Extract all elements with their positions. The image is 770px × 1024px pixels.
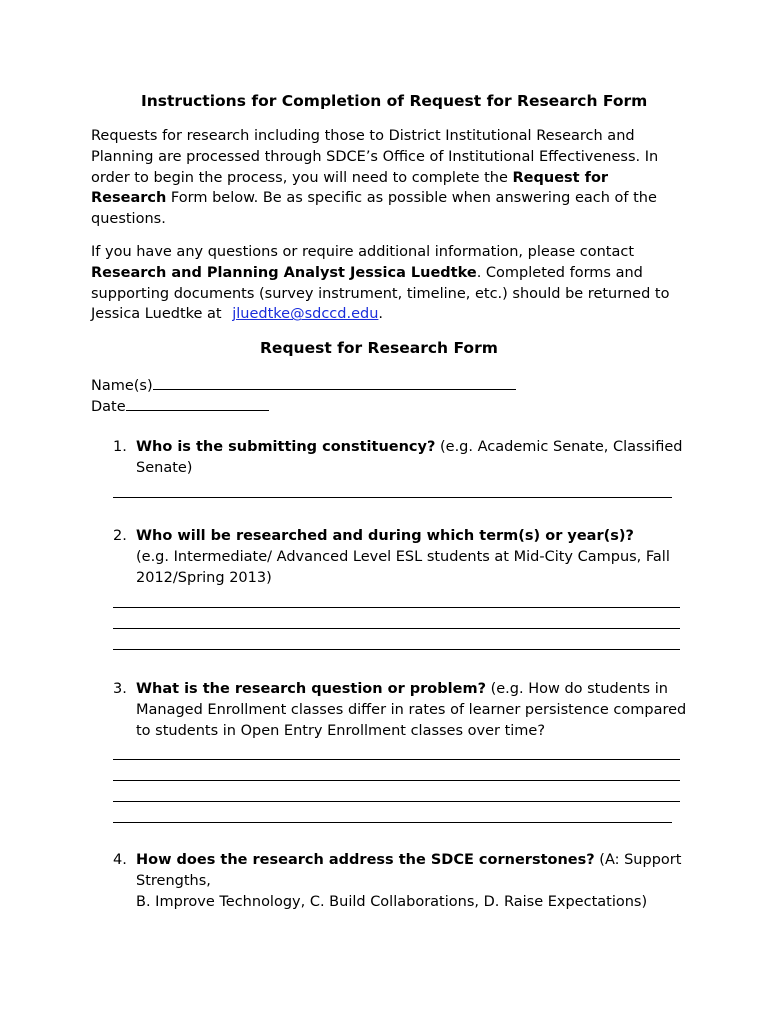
name-field	[91, 374, 516, 396]
paragraph-bold-text: Request for Research	[91, 169, 609, 207]
answer-line-3b[interactable]	[113, 780, 680, 781]
question-number: 3.	[113, 681, 127, 697]
instructions-title: Instructions for Completion of Request for Research Form	[141, 92, 648, 110]
date-input-line[interactable]	[126, 395, 269, 411]
question-3	[113, 679, 693, 741]
contact-email-link[interactable]: jluedtke@sdccd.edu	[232, 306, 379, 323]
question-text: How does the research address the SDCE cornerstones?	[136, 852, 595, 868]
answer-line-2a[interactable]	[113, 607, 680, 608]
question-number: 2.	[113, 528, 127, 544]
name-input-line[interactable]	[153, 374, 516, 390]
instructions-paragraph-1	[91, 126, 681, 230]
question-number: 4.	[113, 852, 127, 868]
paragraph-text: If you have any questions or require additional information, please contact	[91, 244, 635, 260]
question-example: (e.g. How do students in Managed Enrollment classes differ in rates of learner persistence compared to students in Open Entry Enrollment classes over time?	[136, 681, 687, 739]
question-example: (e.g. Intermediate/ Advanced Level ESL students at Mid-City Campus, Fall 2012/Spring 2013)	[136, 548, 670, 586]
answer-line-3a[interactable]	[113, 759, 680, 760]
contact-name: Research and Planning Analyst Jessica Luedtke	[91, 264, 477, 281]
question-example: (e.g. Academic Senate, Classified Senate)	[136, 439, 683, 476]
form-title: Request for Research Form	[260, 339, 498, 357]
paragraph-text: Form below. Be as specific as possible when answering each of the questions.	[91, 190, 657, 228]
question-1	[113, 437, 693, 479]
name-label: Name(s)	[91, 378, 153, 394]
question-number: 1.	[113, 439, 127, 455]
date-field	[91, 395, 269, 417]
instructions-paragraph-2	[91, 242, 681, 325]
paragraph-text: . Completed forms and supporting documents (survey instrument, timeline, etc.) should be returned to Jessica Luedtke at	[91, 264, 670, 323]
question-2	[113, 526, 693, 588]
answer-line-2c[interactable]	[113, 649, 680, 650]
paragraph-text: .	[378, 306, 384, 323]
question-example: B. Improve Technology, C. Build Collaborations, D. Raise Expectations)	[136, 893, 648, 910]
date-label: Date	[91, 399, 126, 415]
question-text: Who is the submitting constituency?	[136, 439, 436, 455]
answer-line-2b[interactable]	[113, 628, 680, 629]
question-text: Who will be researched and during which term(s) or year(s)?	[136, 528, 634, 544]
question-4	[113, 850, 693, 912]
answer-line-1[interactable]	[113, 497, 672, 498]
paragraph-text: Requests for research including those to District Institutional Research and Planning are processed through SDCE’s Office of Institutional Effectiveness. In order to begin the process, you will need to complete the	[91, 128, 659, 186]
answer-line-3c[interactable]	[113, 801, 680, 802]
question-text: What is the research question or problem?	[136, 681, 486, 697]
answer-line-3d[interactable]	[113, 822, 672, 823]
question-example: (A: Support Strengths,	[136, 852, 682, 889]
